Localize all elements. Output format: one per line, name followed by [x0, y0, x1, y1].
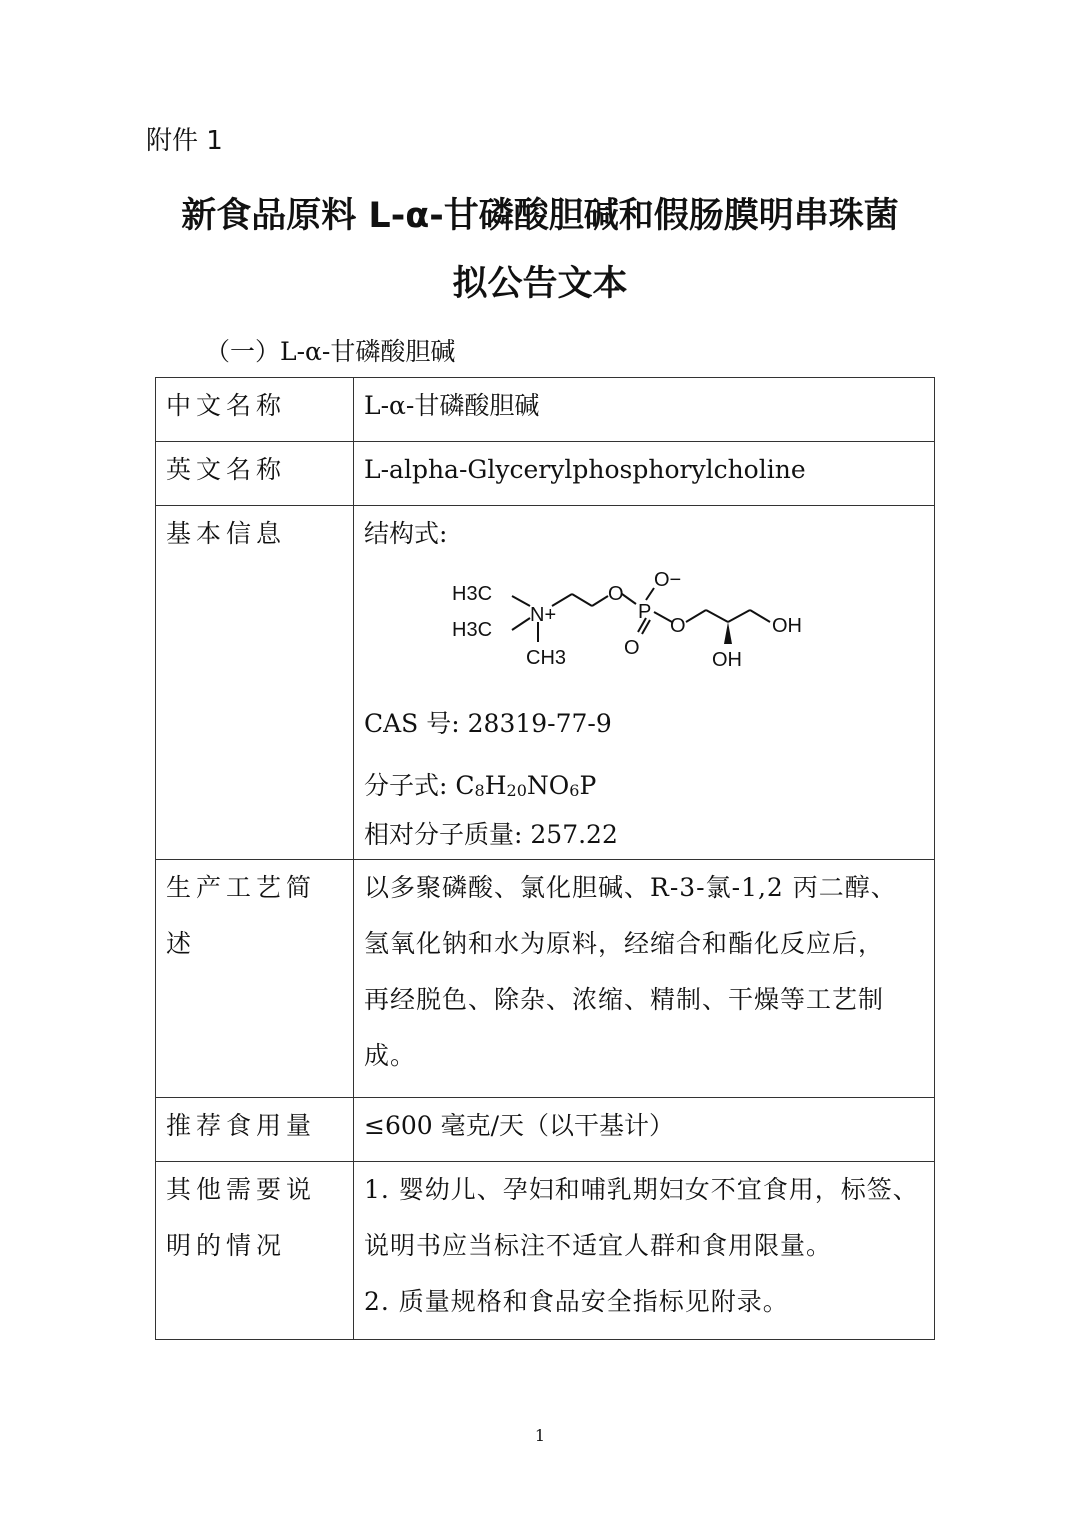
process-text	[364, 860, 924, 1084]
mw-label: 相对分子质量:	[364, 820, 523, 849]
value-cell	[354, 860, 935, 1098]
structural-formula-diagram	[444, 566, 864, 696]
atom-label: CH3	[526, 647, 567, 669]
process-line: 氢氧化钠和水为原料，经缩合和酯化反应后，	[364, 929, 885, 958]
intake-value: ≤600 毫克/天（以干基计）	[364, 1111, 675, 1140]
other-label-line-1: 其他需要说	[166, 1175, 317, 1204]
cas-value: 28319-77-9	[467, 709, 612, 738]
section-heading: （一）L-α-甘磷酸胆碱	[205, 337, 456, 366]
english-name-value: L-alpha-Glycerylphosphorylcholine	[364, 455, 806, 484]
label-cell	[156, 442, 354, 506]
other-line: 1. 婴幼儿、孕妇和哺乳期妇女不宜食用，标签、	[364, 1175, 919, 1204]
other-line: 2. 质量规格和食品安全指标见附录。	[364, 1287, 789, 1316]
label-cell	[156, 860, 354, 1098]
wedge-bond	[724, 622, 732, 644]
formula-label: 分子式:	[364, 771, 448, 800]
mw-value: 257.22	[530, 820, 618, 849]
cas-line	[364, 702, 924, 746]
chinese-name-value: L-α-甘磷酸胆碱	[364, 391, 540, 420]
formula-c-count: 8	[474, 781, 485, 800]
formula-h-count: 20	[506, 781, 527, 800]
value-cell	[354, 378, 935, 442]
intake-label: 推荐食用量	[166, 1111, 317, 1140]
page-title-line-2: 拟公告文本	[452, 264, 628, 304]
value-cell	[354, 1162, 935, 1340]
formula-p: P	[579, 771, 597, 800]
atom-label: OH	[712, 649, 742, 671]
value-cell	[354, 506, 935, 860]
attachment-label: 附件 1	[146, 126, 223, 156]
value-cell	[354, 1098, 935, 1162]
structure-label: 结构式:	[364, 519, 448, 548]
molecular-weight-line	[364, 813, 924, 857]
other-label-line-2: 明的情况	[166, 1231, 287, 1260]
atom-label: O−	[654, 569, 682, 591]
label-cell	[156, 1162, 354, 1340]
other-text	[364, 1162, 924, 1330]
value-cell	[354, 442, 935, 506]
process-line: 以多聚磷酸、氯化胆碱、R-3-氯-1,2 丙二醇、	[364, 873, 897, 902]
atom-label: N+	[530, 604, 557, 626]
label-cell	[156, 378, 354, 442]
atom-label: H3C	[452, 619, 493, 641]
page-title-line-1: 新食品原料 L-α-甘磷酸胆碱和假肠膜明串珠菌	[181, 196, 899, 236]
atom-label: O	[624, 637, 640, 659]
info-table	[155, 377, 935, 1340]
chinese-name-label: 中文名称	[166, 391, 287, 420]
table-row	[156, 442, 935, 506]
formula-no: NO	[526, 771, 570, 800]
process-line: 成。	[364, 1041, 417, 1070]
atom-label: P	[638, 601, 652, 623]
process-label-line-1: 生产工艺简	[166, 873, 317, 902]
atom-label: H3C	[452, 583, 493, 605]
molecular-formula-line	[364, 764, 924, 813]
table-row	[156, 506, 935, 860]
cas-label: CAS 号:	[364, 709, 460, 738]
basic-info-label: 基本信息	[166, 519, 287, 548]
label-cell	[156, 1098, 354, 1162]
table-row	[156, 378, 935, 442]
other-line: 说明书应当标注不适宜人群和食用限量。	[364, 1231, 833, 1260]
table-row	[156, 1098, 935, 1162]
page-number: 1	[534, 1426, 546, 1445]
formula-h: H	[484, 771, 507, 800]
formula-o-count: 6	[569, 781, 580, 800]
label-cell	[156, 506, 354, 860]
english-name-label: 英文名称	[166, 455, 287, 484]
table-row	[156, 1162, 935, 1340]
process-line: 再经脱色、除杂、浓缩、精制、干燥等工艺制	[364, 985, 885, 1014]
process-label-line-2: 述	[166, 929, 197, 958]
atom-label: O	[670, 615, 686, 637]
atom-label: OH	[772, 615, 802, 637]
formula-c: C	[455, 771, 475, 800]
atom-label: O	[608, 583, 624, 605]
table-row	[156, 860, 935, 1098]
